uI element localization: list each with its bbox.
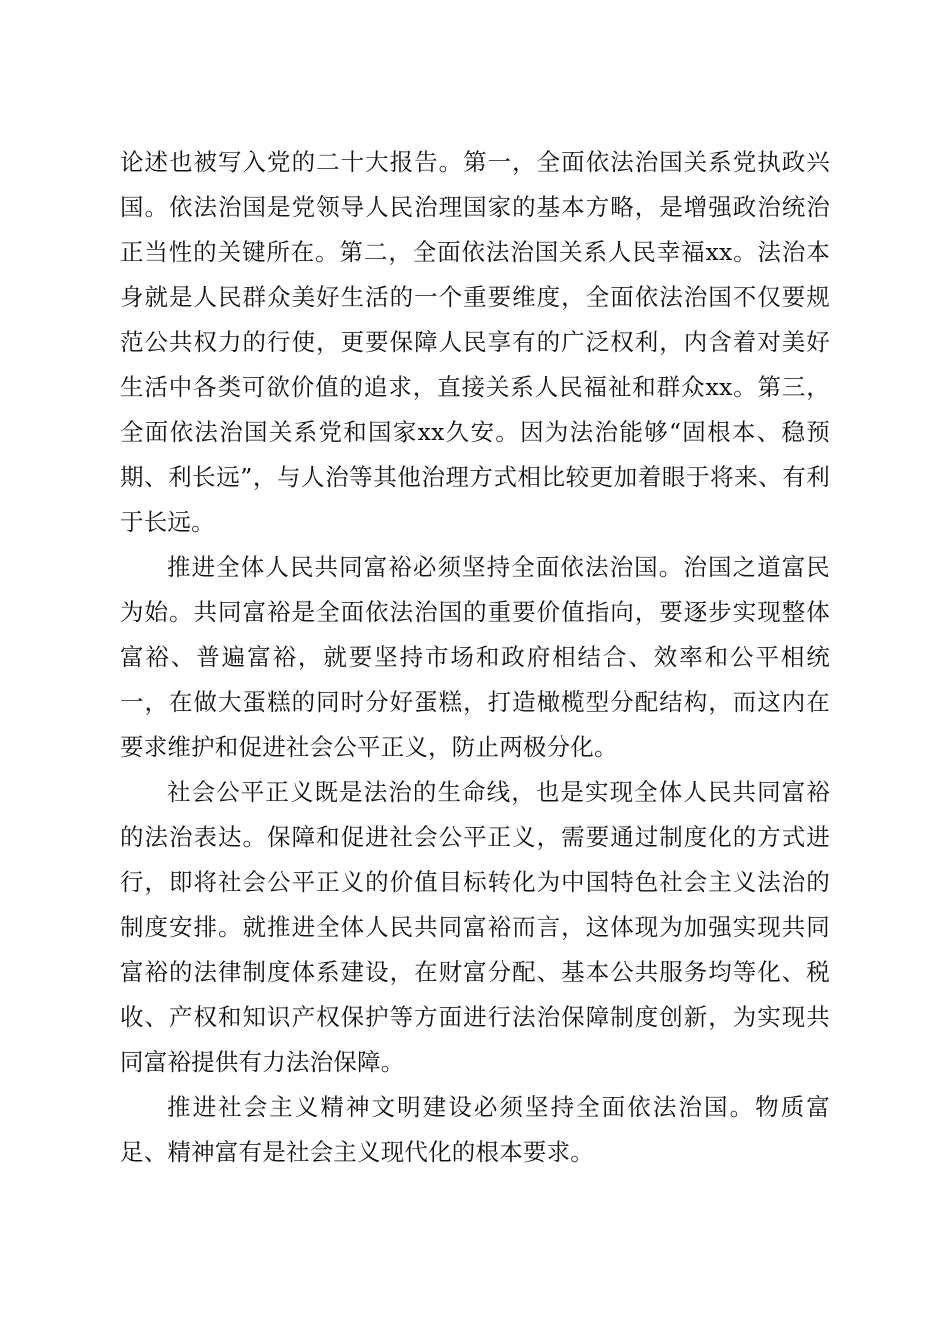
paragraph-3: 社会公平正义既是法治的生命线，也是实现全体人民共同富裕的法治表达。保障和促进社会公平正义，需要通过制度化的方式进行，即将社会公平正义的价值目标转化为中国特色社会主义法治的制度安排。就推进全体人民共同富裕而言，这体现为加强实现共同富裕的法律制度体系建设，在财富分配、基本公共服务均等化、税收、产权和知识产权保护等方面进行法治保障制度创新，为实现共同富裕提供有力法治保障。 bbox=[120, 778, 830, 1076]
paragraph-4: 推进社会主义精神文明建设必须坚持全面依法治国。物质富足、精神富有是社会主义现代化的根本要求。 bbox=[120, 1093, 830, 1166]
document-body bbox=[120, 140, 830, 1175]
paragraph-1: 论述也被写入党的二十大报告。第一，全面依法治国关系党执政兴国。依法治国是党领导人民治理国家的基本方略，是增强政治统治正当性的关键所在。第二，全面依法治国关系人民幸福xx。法治本身就是人民群众美好生活的一个重要维度，全面依法治国不仅要规范公共权力的行使，更要保障人民享有的广泛权利，内含着对美好生活中各类可欲价值的追求，直接关系人民福祉和群众xx。第三，全面依法治国关系党和国家xx久安。因为法治能够“固根本、稳预期、利长远”，与人治等其他治理方式相比较更加着眼于将来、有利于长远。 bbox=[120, 148, 830, 536]
paragraph-2: 推进全体人民共同富裕必须坚持全面依法治国。治国之道富民为始。共同富裕是全面依法治国的重要价值指向，要逐步实现整体富裕、普遍富裕，就要坚持市场和政府相结合、效率和公平相统一，在做大蛋糕的同时分好蛋糕，打造橄榄型分配结构，而这内在要求维护和促进社会公平正义，防止两极分化。 bbox=[120, 553, 830, 761]
